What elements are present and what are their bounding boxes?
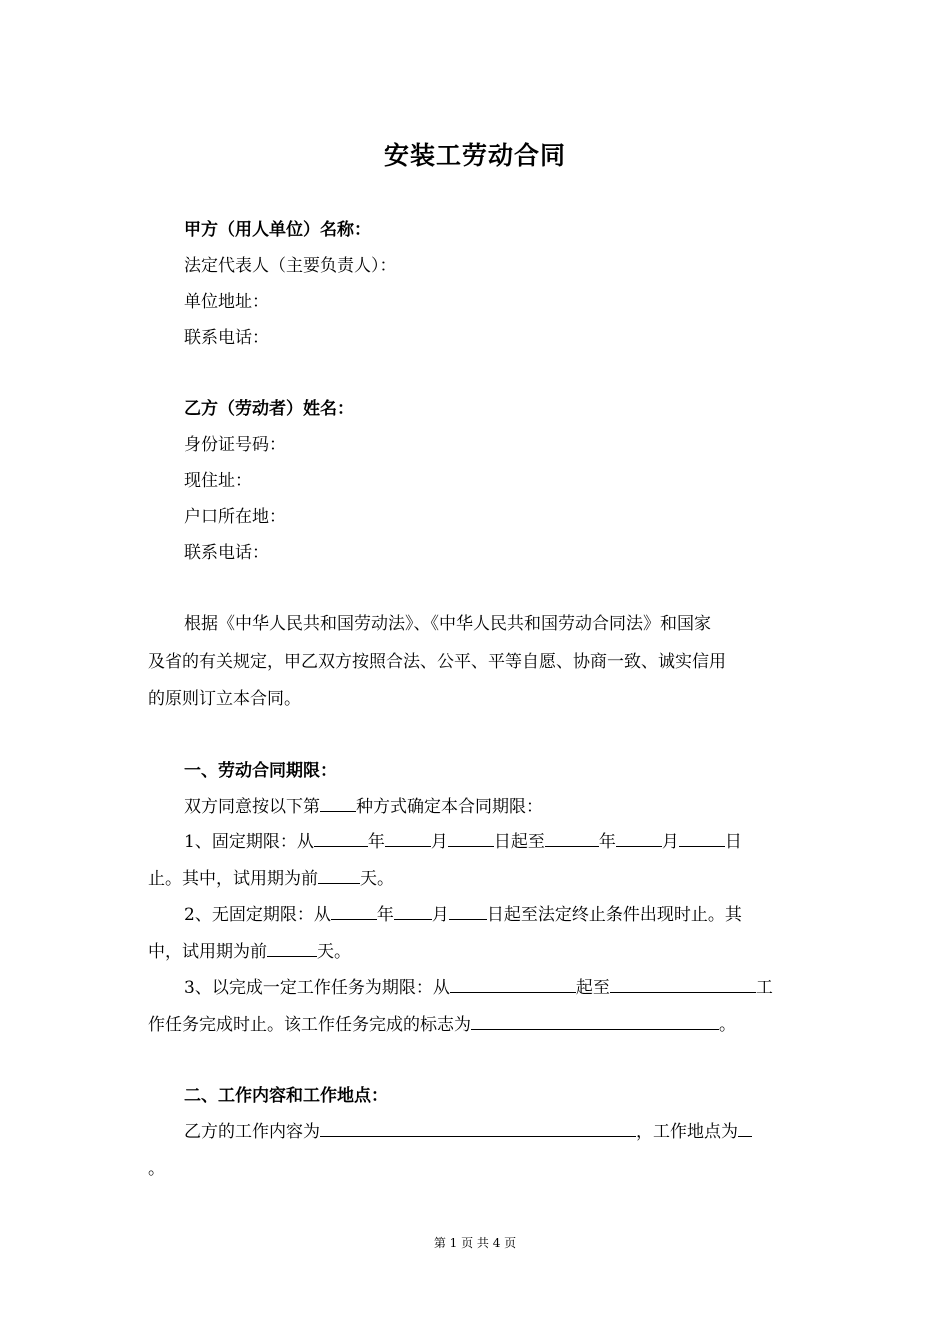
work-location-label: ，工作地点为 (636, 1122, 738, 1142)
fixed-term-label: 1、固定期限：从 (184, 832, 314, 852)
work-content-line (184, 1121, 804, 1143)
blank-method-number[interactable] (320, 796, 356, 812)
fixed-end-year-label: 年 (598, 832, 616, 852)
work-location-cont (148, 1158, 804, 1180)
party-a-rep: 法定代表人（主要负责人）： (184, 256, 397, 276)
fixed-until-label: 日起至 (493, 832, 545, 852)
party-b-address: 现住址： (184, 471, 252, 491)
document-title: 安装工劳动合同 (383, 141, 566, 170)
open-year-label: 年 (376, 905, 394, 925)
fixed-end-month-label: 月 (661, 832, 679, 852)
party-b-phone: 联系电话： (184, 543, 269, 563)
party-b-hukou: 户口所在地： (184, 507, 286, 527)
blank-fixed-end-year[interactable] (545, 831, 599, 847)
section1-intro-text-b: 种方式确定本合同期限： (356, 797, 543, 817)
fixed-term-line (184, 831, 804, 853)
fixed-year-label: 年 (367, 832, 385, 852)
work-content-label: 乙方的工作内容为 (184, 1122, 320, 1142)
fixed-probation-days-label: 天。 (360, 869, 394, 889)
work-location-period: 。 (148, 1159, 165, 1179)
section1-heading: 一、劳动合同期限： (184, 761, 337, 781)
blank-open-start-month[interactable] (394, 904, 432, 920)
party-a-heading: 甲方（用人单位）名称： (184, 220, 371, 240)
party-a-phone: 联系电话： (184, 328, 269, 348)
task-completion-text: 作任务完成时止。该工作任务完成的标志为 (148, 1015, 471, 1035)
fixed-end-day-label: 日 (724, 832, 742, 852)
task-completion-period: 。 (719, 1015, 736, 1035)
open-term-cont (148, 941, 804, 963)
task-term-line (184, 977, 804, 999)
party-a-address: 单位地址： (184, 292, 269, 312)
open-until-label: 日起至法定终止条件出现时止。其 (486, 905, 742, 925)
blank-fixed-start-year[interactable] (314, 831, 368, 847)
task-term-cont (148, 1014, 804, 1036)
blank-task-completion-mark[interactable] (471, 1014, 719, 1030)
party-b-id: 身份证号码： (184, 435, 286, 455)
section1-intro (184, 796, 804, 818)
fixed-month-label: 月 (430, 832, 448, 852)
blank-task-end[interactable] (610, 977, 756, 993)
blank-work-location[interactable] (738, 1121, 752, 1137)
open-month-label: 月 (431, 905, 449, 925)
fixed-probation-text: 止。其中，试用期为前 (148, 869, 318, 889)
blank-open-start-day[interactable] (449, 904, 487, 920)
section2-heading: 二、工作内容和工作地点： (184, 1086, 388, 1106)
open-term-line (184, 904, 804, 926)
blank-fixed-probation-days[interactable] (318, 868, 360, 884)
party-b-heading: 乙方（劳动者）姓名： (184, 399, 354, 419)
open-term-label: 2、无固定期限：从 (184, 905, 331, 925)
section1-intro-text-a: 双方同意按以下第 (184, 797, 320, 817)
blank-fixed-end-day[interactable] (679, 831, 725, 847)
blank-fixed-start-month[interactable] (385, 831, 431, 847)
preamble-line-1: 根据《中华人民共和国劳动法》、《中华人民共和国劳动合同法》和国家 (184, 614, 711, 634)
blank-open-probation-days[interactable] (267, 941, 317, 957)
fixed-term-cont (148, 868, 804, 890)
open-probation-text: 中，试用期为前 (148, 942, 267, 962)
blank-work-content[interactable] (320, 1121, 636, 1137)
preamble-line-2: 及省的有关规定，甲乙双方按照合法、公平、平等自愿、协商一致、诚实信用 (148, 652, 726, 672)
task-term-label: 3、以完成一定工作任务为期限：从 (184, 978, 450, 998)
blank-fixed-start-day[interactable] (448, 831, 494, 847)
preamble-line-3: 的原则订立本合同。 (148, 689, 301, 709)
page-footer: 第 1 页 共 4 页 (433, 1236, 517, 1250)
task-until-label: 起至 (575, 978, 610, 998)
blank-open-start-year[interactable] (331, 904, 377, 920)
open-probation-days-label: 天。 (317, 942, 351, 962)
blank-task-start[interactable] (450, 977, 576, 993)
task-work-label: 工 (755, 978, 773, 998)
blank-fixed-end-month[interactable] (616, 831, 662, 847)
